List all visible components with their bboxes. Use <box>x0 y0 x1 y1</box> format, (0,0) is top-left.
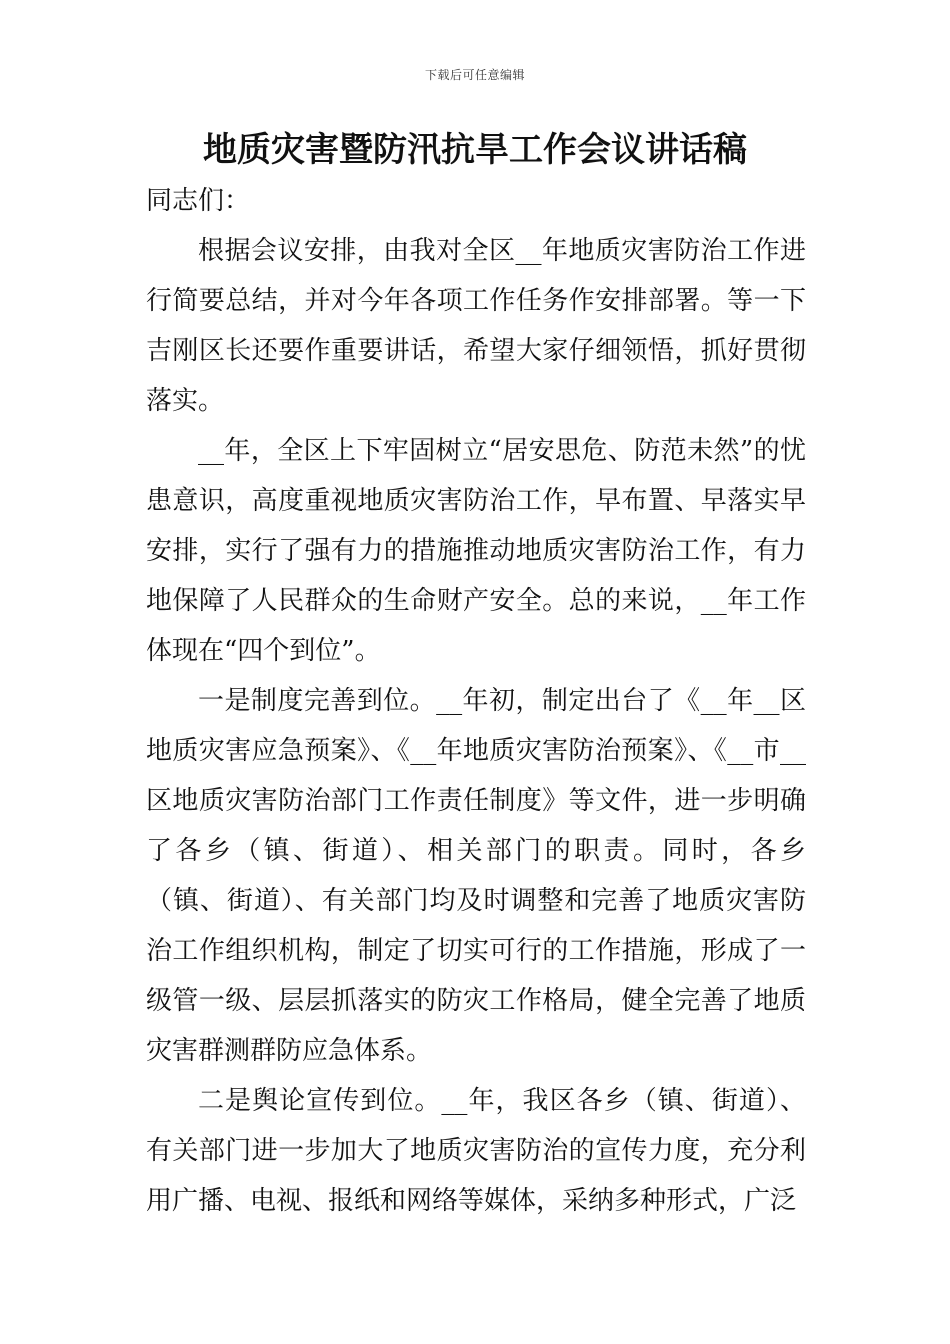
paragraph-overview: __年，全区上下牢固树立“居安思危、防范未然”的忧患意识，高度重视地质灾害防治工作，早布置、早落实早安排，实行了强有力的措施推动地质灾害防治工作，有力地保障了人民群众的生命财产安全。总的来说，__年工作体现在“四个到位”。 <box>146 436 806 666</box>
paragraph-intro: 根据会议安排，由我对全区__年地质灾害防治工作进行简要总结，并对今年各项工作任务作安排部署。等一下吉刚区长还要作重要讲话，希望大家仔细领悟，抓好贯彻落实。 <box>146 236 806 416</box>
paragraph-system: 一是制度完善到位。__年初，制定出台了《__年__区地质灾害应急预案》、《__年地质灾害防治预案》、《__市__区地质灾害防治部门工作责任制度》等文件，进一步明确了各乡（镇、街道）、相关部门的职责。同时，各乡（镇、街道）、有关部门均及时调整和完善了地质灾害防治工作组织机构，制定了切实可行的工作措施，形成了一级管一级、层层抓落实的防灾工作格局，健全完善了地质灾害群测群防应急体系。 <box>146 686 806 1066</box>
salutation: 同志们： <box>146 186 251 216</box>
paragraph-publicity: 二是舆论宣传到位。__年，我区各乡（镇、街道）、有关部门进一步加大了地质灾害防治的宣传力度，充分利用广播、电视、报纸和网络等媒体，采纳多种形式，广泛 <box>146 1086 806 1216</box>
document-body <box>146 226 806 1226</box>
header-note: 下载后可任意编辑 <box>424 68 525 82</box>
document-title: 地质灾害暨防汛抗旱工作会议讲话稿 <box>203 130 747 170</box>
